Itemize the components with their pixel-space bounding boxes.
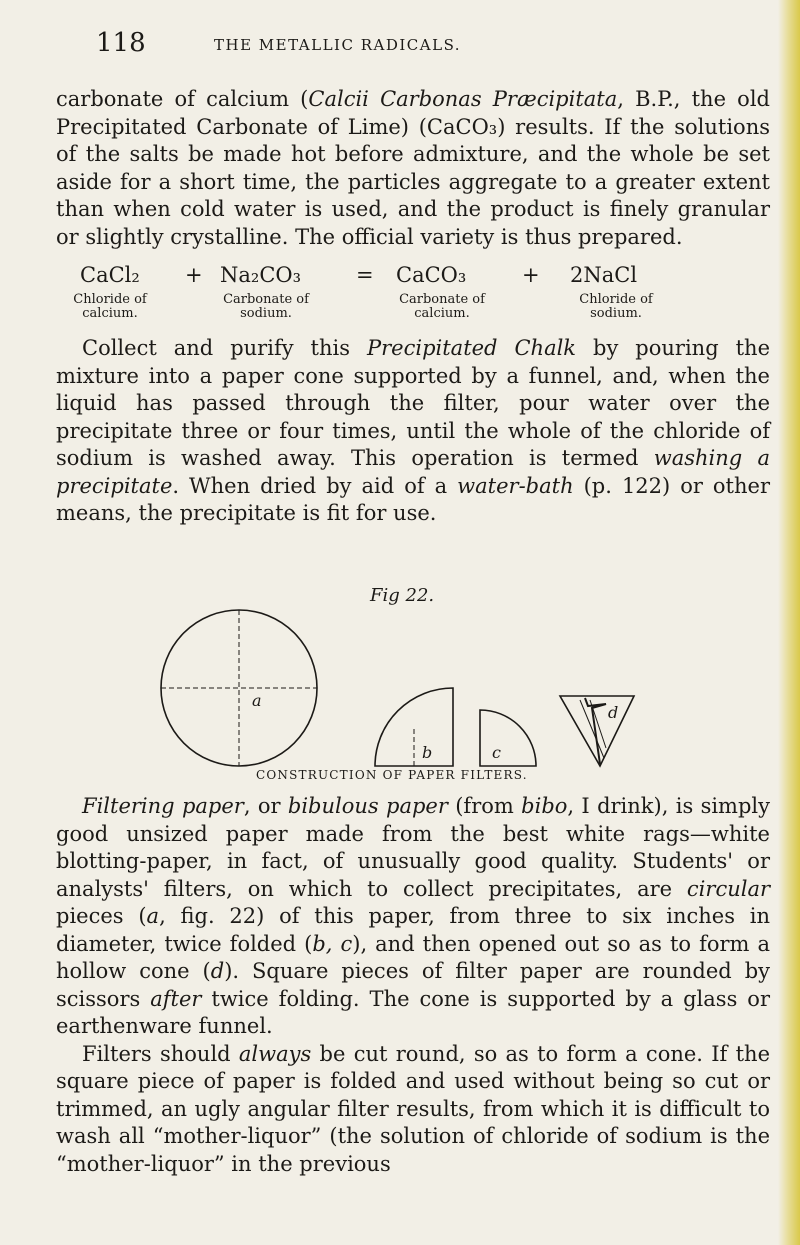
latin-name: Calcii Carbonas Præcipitata [308, 87, 618, 111]
term-bibo: bibo [521, 794, 568, 818]
para1-text-1: carbonate of calcium ( [56, 87, 309, 111]
plus-sign: + [185, 263, 203, 287]
plus-sign-2: + [522, 263, 540, 287]
para2-text-1: Collect and purify this [82, 336, 367, 360]
para3-text-5: , fig. 22) of this paper, from three to six inches in diameter, twice folded ( [56, 904, 771, 956]
label-b: b [422, 743, 433, 762]
ref-a: a [146, 904, 160, 928]
formula-caco3: CaCO₃ [396, 263, 467, 287]
label-a: a [252, 691, 262, 710]
formula-na2co3: Na₂CO₃ [220, 263, 302, 287]
term-circular: circular [686, 876, 770, 901]
paragraph-filters-round [56, 1041, 770, 1179]
para3-text-1: , or [243, 794, 288, 818]
label-c: c [492, 743, 501, 762]
label-d: d [608, 703, 619, 722]
term-bibulous-paper: bibulous paper [287, 794, 448, 818]
term-after: after [150, 986, 202, 1011]
term-filtering-paper: Filtering paper [82, 794, 244, 818]
para2-text-2: by pouring the mixture into a paper cone supported by a funnel, and, when the liquid has passed through the filter, pour water over the precipitate three or four times, until the whole of the chloride of sodium is washed away. This operation is termed [56, 336, 771, 470]
term-washing: washing a precipitate [56, 446, 770, 498]
figure-caption: CONSTRUCTION OF PAPER FILTERS. [256, 768, 528, 782]
chemical-equation [73, 263, 700, 331]
formula-cacl2: CaCl₂ [80, 263, 140, 287]
ref-d: d [210, 959, 225, 983]
filter-diagram [160, 608, 640, 768]
equals-sign: = [356, 263, 374, 287]
para3-text-8: twice folding. The cone is supported by a glass or earthenware funnel. [56, 986, 770, 1038]
para3-text-6: ), and then opened out so as to form a hollow cone ( [56, 931, 770, 983]
para3-text-2: (from [447, 794, 522, 818]
page-edge [778, 0, 800, 1245]
term-always: always [238, 1041, 312, 1066]
filter-quarter-c [480, 710, 536, 766]
paragraph-collect [56, 335, 770, 528]
para4-text-2: be cut round, so as to form a cone. If the square piece of paper is folded and used without being so cut or trimmed, an ugly angular filter results, from which it is difficult to wash all “mother-liquor” (the solution of chloride of sodium is the “mother-liquor” in the previous [56, 1041, 770, 1176]
paragraph-intro [56, 86, 770, 251]
para1-text-2: , B.P., the old Precipitated Carbonate of Lime) (CaCO₃) results. If the solutions of the salts be made hot before admixture, and the whole be set aside for a short time, the particles aggregate to a greater extent than when cold water is used, and the product is finely granular or slightly crystalline. The official variety is thus prepared. [56, 87, 770, 249]
name-sodium-carbonate: Carbonate of sodium. [223, 292, 309, 321]
name-sodium-chloride: Chloride of sodium. [579, 292, 653, 321]
term-precipitated-chalk: Precipitated Chalk [367, 336, 577, 360]
ref-b-c: b, c [312, 931, 353, 956]
figure-label: Fig 22. [370, 585, 435, 606]
para3-text-7: ). Square pieces of filter paper are rounded by scissors [56, 959, 771, 1011]
name-calcium-chloride: Chloride of calcium. [73, 292, 147, 321]
para3-text-4: pieces ( [56, 904, 147, 928]
term-water-bath: water-bath [457, 473, 574, 498]
para3-text-3: , I drink), is simply good unsized paper made from the best white rags—white blotting-paper, in fact, of unusually good quality. Students' or analysts' filters, on which to collect precipitates, are [56, 794, 770, 901]
running-title: THE METALLIC RADICALS. [214, 36, 462, 54]
page-header [96, 28, 696, 58]
filter-figures [160, 608, 640, 768]
page-number: 118 [96, 28, 146, 58]
para2-text-4: (p. 122) or other means, the precipitate is fit for use. [56, 473, 770, 525]
formula-2nacl: 2NaCl [570, 263, 638, 287]
para2-text-3: . When dried by aid of a [172, 473, 458, 498]
para4-text-1: Filters should [82, 1041, 239, 1066]
name-calcium-carbonate: Carbonate of calcium. [399, 292, 485, 321]
paragraph-filtering [56, 793, 770, 1178]
